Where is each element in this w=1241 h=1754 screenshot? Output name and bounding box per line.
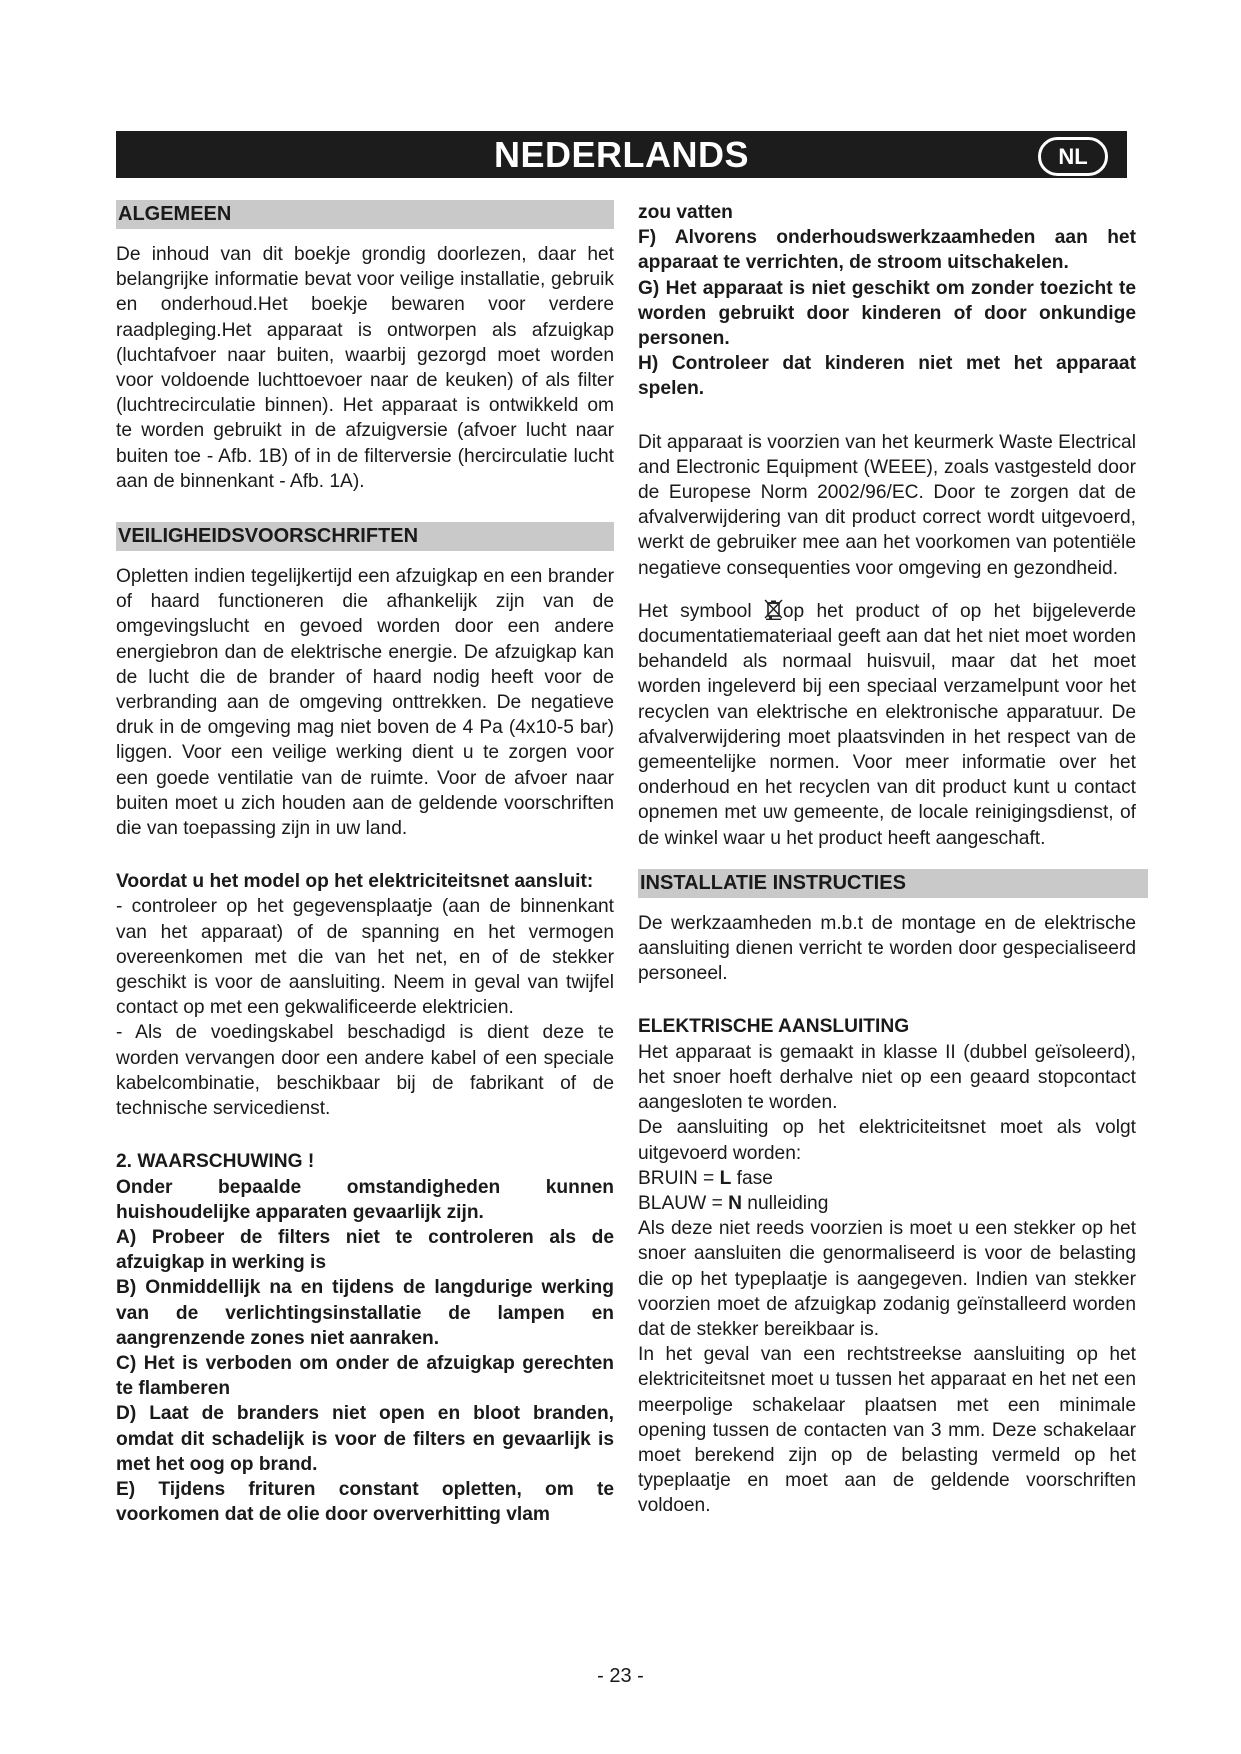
warning-item-f: F) Alvorens onderhoudswerkzaamheden aan het apparaat te verrichten, de stroom uitschakelen. — [638, 227, 1136, 274]
waarschuwing-heading: 2. WAARSCHUWING ! — [116, 1151, 315, 1173]
blauw-label: BLAUW = — [638, 1192, 729, 1214]
voordat-heading: Voordat u het model op het elektriciteitsnet aansluit: — [116, 871, 594, 893]
weee-text: Dit apparaat is voorzien van het keurmerk Waste Electrical and Electronic Equipment (WEEE), zoals vastgesteld door de Europese Norm 2002/96/EC. Door te zorgen dat de afvalverwijdering van dit product correct wordt uitgevoerd, werkt de gebruiker mee aan het voorkomen van potentiële negatieve consequenties voor omgeving en gezondheid. — [638, 431, 1136, 579]
crossed-bin-icon — [764, 599, 783, 620]
warning-item-e: E) Tijdens frituren constant opletten, om te voorkomen dat de olie door oververhitting vlam — [116, 1478, 614, 1526]
algemeen-text: De inhoud van dit boekje grondig doorlezen, daar het belangrijke informatie bevat voor veilige installatie, gebruik en onderhoud.Het boekje bewaren voor verdere raadpleging.Het apparaat is ontworpen als afzuigkap (luchtafvoer naar buiten, waarbij gezorgd moet worden voor voldoende luchttoevoer naar de keuken) of als filter (luchtrecirculatie binnen). Het apparaat is ontwikkeld om te worden gebruikt in de afzuigversie (afvoer lucht naar buiten toe - Afb. 1B) of in de filterversie (hercirculatie lucht aan de binnenkant - Afb. 1A). — [116, 244, 614, 492]
language-badge: NL — [1038, 137, 1108, 176]
recycling-text — [638, 599, 1136, 851]
blauw-value: nulleiding — [741, 1192, 829, 1214]
warning-item-c: C) Het is verboden om onder de afzuigkap gerechten te flamberen — [116, 1352, 614, 1400]
section-heading-algemeen: ALGEMEEN — [116, 200, 614, 229]
warning-item-d: D) Laat de branders niet open en bloot branden, omdat dit schadelijk is voor de filters en gevaarlijk is met het oog op brand. — [116, 1403, 614, 1475]
elektrisch-p4: In het geval van een rechtstreekse aansluiting op het elektriciteitsnet moet u tussen het apparaat en het net een meerpolige schakelaar plaatsen met een minimale opening tussen de contacten van 3 mm. Deze schakelaar moet berekend zijn op de belasting vermeld op het typeplaatje en moet aan de geldende voorschriften voldoen. — [638, 1344, 1136, 1517]
elektrisch-heading: ELEKTRISCHE AANSLUITING — [638, 1016, 910, 1038]
language-banner — [116, 131, 1127, 178]
warning-item-g: G) Het apparaat is niet geschikt om zonder toezicht te worden gebruikt door kinderen of door onkundige personen. — [638, 277, 1136, 350]
waarschuwing-intro: Onder bepaalde omstandigheden kunnen huishoudelijke apparaten gevaarlijk zijn. — [116, 1176, 614, 1223]
bruin-key: L — [719, 1167, 732, 1189]
left-column — [116, 200, 614, 1527]
symbol-text-pre: Het symbool — [638, 600, 764, 622]
elektrisch-p1: Het apparaat is gemaakt in klasse II (dubbel geïsoleerd), het snoer hoeft derhalve niet op een geaard stopcontact aangesloten te worden. — [638, 1041, 1136, 1114]
elektrisch-p2: De aansluiting op het elektriciteitsnet moet als volgt uitgevoerd worden: — [638, 1117, 1136, 1164]
voordat-item-1: - controleer op het gegevensplaatje (aan de binnenkant van het apparaat) of de spanning en het vermogen overeenkomen met die van het net, en of de stekker geschikt is voor de aansluiting. Neem in geval van twijfel contact op met een gekwalificeerde elektricien. — [116, 896, 614, 1019]
section-heading-veiligheid: VEILIGHEIDSVOORSCHRIFTEN — [116, 522, 614, 551]
bruin-label: BRUIN = — [638, 1167, 720, 1189]
veiligheid-text: Opletten indien tegelijkertijd een afzuigkap en een brander of haard functioneren die afhankelijk zijn van de omgevingslucht en gevoed worden door een andere energiebron dan de elektrische energie. De afzuigkap kan de lucht die de brander of haard nodig heeft voor de verbranding aan de omgeving onttrekken. De negatieve druk in de omgeving mag niet boven de 4 Pa (4x10-5 bar) liggen. Voor een veilige werking dient u te zorgen voor een goede ventilatie van de ruimte. Voor de afvoer naar buiten moet u zich houden aan de geldende voorschriften die van toepassing zijn in uw land. — [116, 566, 614, 840]
symbol-text-post: op het product of op het bijgeleverde documentatiemateriaal geeft aan dat het niet moet worden behandeld als normaal huisvuil, maar dat het moet worden ingeleverd bij een speciaal verzamelpunt voor het recyclen van elektrische en elektronische apparatuur. De afvalverwijdering moet plaatsvinden in het respect van de gemeentelijke normen. Voor meer informatie over het onderhoud en het recyclen van dit product kunt u contact opnemen met uw gemeente, de locale reinigingsdienst, of de winkel waar u het product heeft aangeschaft. — [638, 600, 1136, 849]
blauw-line — [638, 1191, 1136, 1216]
section-heading-installatie: INSTALLATIE INSTRUCTIES — [638, 869, 1148, 898]
right-column — [638, 200, 1136, 1519]
page-title: NEDERLANDS — [493, 134, 749, 175]
warning-item-b: B) Onmiddellijk na en tijdens de langdurige werking van de verlichtingsinstallatie de lampen en aangrenzende zones niet aanraken. — [116, 1277, 614, 1349]
bruin-value: fase — [731, 1167, 773, 1189]
warning-item-a: A) Probeer de filters niet te controleren als de afzuigkap in werking is — [116, 1226, 614, 1274]
blauw-key: N — [728, 1192, 742, 1214]
voordat-item-2: - Als de voedingskabel beschadigd is dient deze te worden vervangen door een andere kabel of een speciale kabelcombinatie, beschikbaar bij de fabrikant of de technische servicedienst. — [116, 1022, 614, 1120]
installatie-text: De werkzaamheden m.b.t de montage en de elektrische aansluiting dienen verricht te worden door gespecialiseerd personeel. — [638, 912, 1136, 985]
warning-item-h: H) Controleer dat kinderen niet met het apparaat spelen. — [638, 353, 1136, 400]
elektrisch-p3: Als deze niet reeds voorzien is moet u een stekker op het snoer aansluiten die genormaliseerd is voor de belasting die op het typeplaatje is aangegeven. Indien van stekker voorzien moet de afzuigkap zodanig geïnstalleerd worden dat de stekker bereikbaar is. — [638, 1218, 1136, 1340]
page-number: - 23 - — [597, 1665, 644, 1687]
warning-item-e-continued: zou vatten — [638, 202, 733, 223]
bruin-line — [638, 1166, 1136, 1191]
